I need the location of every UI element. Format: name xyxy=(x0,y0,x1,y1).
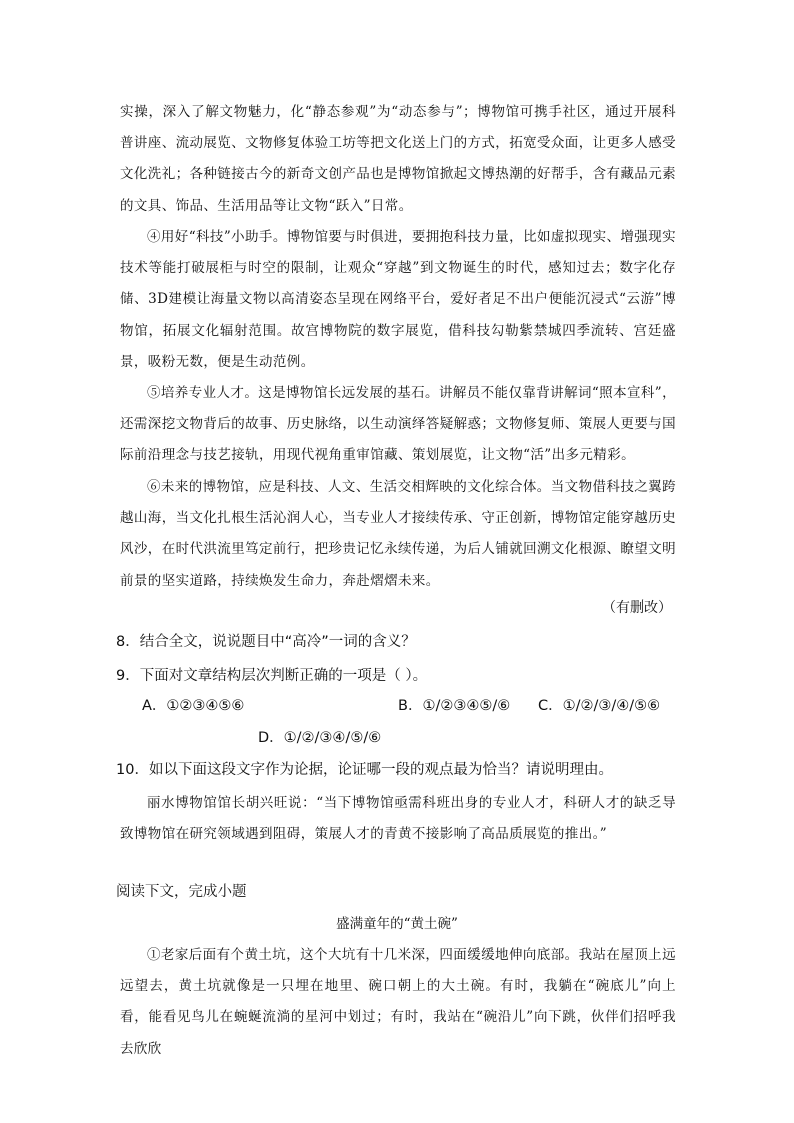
question-8: 8．结合全文，说说题目中“高冷”一词的含义？ xyxy=(116,634,416,650)
source-note: （有删改） xyxy=(602,600,672,616)
option-c: C．①/②/③/④/⑤⑥ xyxy=(538,698,661,714)
passage-paragraph-1: ①老家后面有个黄土坑，这个大坑有十几米深，四面缓缓地伸向底部。我站在屋顶上远远望去，黄土坑就像是一只埋在地里、碗口朝上的大土碗。有时，我躺在“碗底儿”向上看，能看见鸟儿在蜿蜒流淌的星河中划过；有时，我站在“碗沿儿”向下跳，伙伴们招呼我去欣欣 xyxy=(120,947,676,1057)
option-d: D．①/②/③④/⑤/⑥ xyxy=(258,730,382,746)
passage-title: 盛满童年的“黄土碗” xyxy=(336,916,458,932)
article-paragraph-continued: 实操，深入了解文物魅力，化“静态参观”为“动态参与”；博物馆可携手社区，通过开展科普讲座、流动展览、文物修复体验工坊等把文化送上门的方式，拓宽受众面，让更多人感受文化洗礼；各种链接古今的新奇文创产品也是博物馆掀起文博热潮的好帮手，含有藏品元素的文具、饰品、生活用品等让文物“跃入”日常。 xyxy=(120,104,676,214)
article-paragraph-5: ⑤培养专业人才。这是博物馆长远发展的基石。讲解员不能仅靠背讲解词“照本宣科”，还需深挖文物背后的故事、历史脉络，以生动演绎答疑解惑；文物修复师、策展人更要与国际前沿理念与技艺接轨，用现代视角重审馆藏、策划展览，让文物“活”出多元精彩。 xyxy=(120,385,676,464)
question-10-quote: 丽水博物馆馆长胡兴旺说：“当下博物馆亟需科班出身的专业人才，科研人才的缺乏导致博物馆在研究领域遇到阻碍，策展人才的青黄不接影响了高品质展览的推出。” xyxy=(120,795,676,843)
question-9: 9．下面对文章结构层次判断正确的一项是（ ）。 xyxy=(116,668,428,684)
article-paragraph-6: ⑥未来的博物馆，应是科技、人文、生活交相辉映的文化综合体。当文物借科技之翼跨越山海，当文化扎根生活沁润人心，当专业人才接续传承、守正创新，博物馆定能穿越历史风沙，在时代洪流里笃定前行，把珍贵记忆永续传递，为后人铺就回溯文化根源、瞭望文明前景的坚实道路，持续焕发生命力，奔赴熠熠未来。 xyxy=(120,479,676,589)
section-instruction: 阅读下文，完成小题 xyxy=(116,884,247,900)
article-paragraph-4: ④用好“科技”小助手。博物馆要与时俱进，要拥抱科技力量，比如虚拟现实、增强现实技术等能打破展柜与时空的限制，让观众“穿越”到文物诞生的时代，感知过去；数字化存储、3D建模让海量文物以高清姿态呈现在网络平台，爱好者足不出户便能沉浸式“云游”博物馆，拓展文化辐射范围。故宫博物院的数字展览，借科技勾勒紫禁城四季流转、宫廷盛景，吸粉无数，便是生动范例。 xyxy=(120,229,676,370)
question-10: 10．如以下面这段文字作为论据，论证哪一段的观点最为恰当？请说明理由。 xyxy=(116,762,613,778)
option-a: A．①②③④⑤⑥ xyxy=(142,698,245,714)
option-b: B．①/②③④⑤/⑥ xyxy=(398,698,511,714)
